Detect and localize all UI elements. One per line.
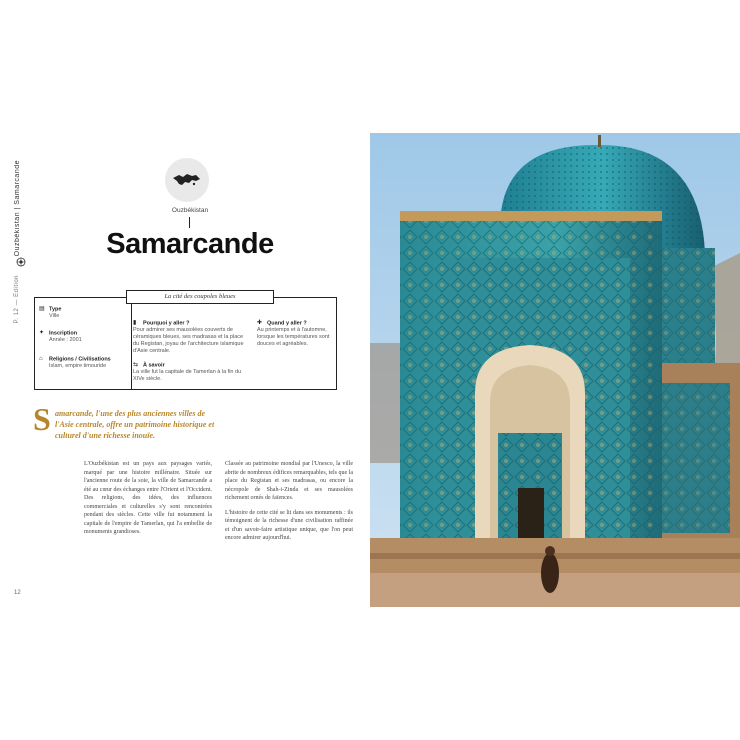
country-map-icon xyxy=(165,158,209,202)
body-paragraph: L'histoire de cette cité se lit dans ses monuments : ils témoignent de la richesse d'une civilisation raffinée et d'un savoir-faire artistique unique, que l'on peut encore admirer aujourd'hui. xyxy=(225,509,353,541)
country-name: Ouzbékistan xyxy=(171,207,209,214)
subtitle-bar: La cité des coupoles bleues xyxy=(126,290,274,304)
seal-icon: ✦ xyxy=(39,330,45,336)
body-column-1 xyxy=(84,460,212,543)
building-icon: ▤ xyxy=(39,306,45,312)
chart-icon: ▮ xyxy=(133,320,137,326)
body-paragraph: Classée au patrimoine mondial par l'Unesco, la ville abrite de nombreux édifices remarquables, tels que la place du Registan et ses madrasas, ou encore la nécropole de Shah-i-Zinda et ses mausolées richement ornés de faïences. xyxy=(225,461,353,501)
body-paragraph: L'Ouzbékistan est un pays aux paysages variés, marqué par une histoire millénaire. Située sur l'ancienne route de la soie, la ville de Samarcande a été au cœur des échanges entre l'Orient et l'Occident. Des religions, des idées, des influences commerciales et culturelles s'y sont rencontrées pendant des siècles. Cette ville fut notamment la capitale de l'empire de Tamerlan, qui l'a embellie de monuments grandioses. xyxy=(84,461,212,535)
title-tick xyxy=(189,217,190,228)
page-title: Samarcande xyxy=(106,228,274,260)
body-column-2 xyxy=(225,460,353,549)
fact-inscription: ✦ Inscription Année : 2001 xyxy=(39,330,82,344)
rosette-icon xyxy=(16,257,26,267)
fact-type: ▤ Type Ville xyxy=(39,306,62,320)
intro-text: amarcande, l'une des plus anciennes villes de l'Asie centrale, offre un patrimoine historique et culturel d'une richesse inouïe. xyxy=(55,409,215,440)
country-map xyxy=(165,158,209,202)
fact-divider xyxy=(131,298,132,389)
spine xyxy=(14,160,28,600)
walker-icon: ✚ xyxy=(257,320,263,326)
mausoleum-illustration xyxy=(370,133,740,607)
fact-why: ▮ Pourquoi y aller ? Pour admirer ses mausolées couverts de céramiques bleues, ses madrasas et la place du Registan, joyau de l'architecture islamique d'Asie centrale. xyxy=(133,320,244,355)
fact-note: ⇆ À savoir La ville fut la capitale de Tamerlan à la fin du XIVe siècle. xyxy=(133,362,242,383)
drop-cap: S xyxy=(33,401,51,437)
fact-box xyxy=(34,297,337,390)
mausoleum-photo xyxy=(370,133,740,607)
fact-religion: ⌂ Religions / Civilisations Islam, empire timouride xyxy=(39,356,111,370)
fact-when: ✚ Quand y aller ? Au printemps et à l'automne, lorsque les températures sont douces et agréables. xyxy=(257,320,330,348)
page-number: 12 xyxy=(14,590,21,596)
spine-title: Ouzbékistan | Samarcande xyxy=(14,160,21,257)
spine-meta: P. 12 — Édition xyxy=(14,275,20,324)
landmark-icon: ⌂ xyxy=(39,356,43,362)
arrows-icon: ⇆ xyxy=(133,362,139,368)
